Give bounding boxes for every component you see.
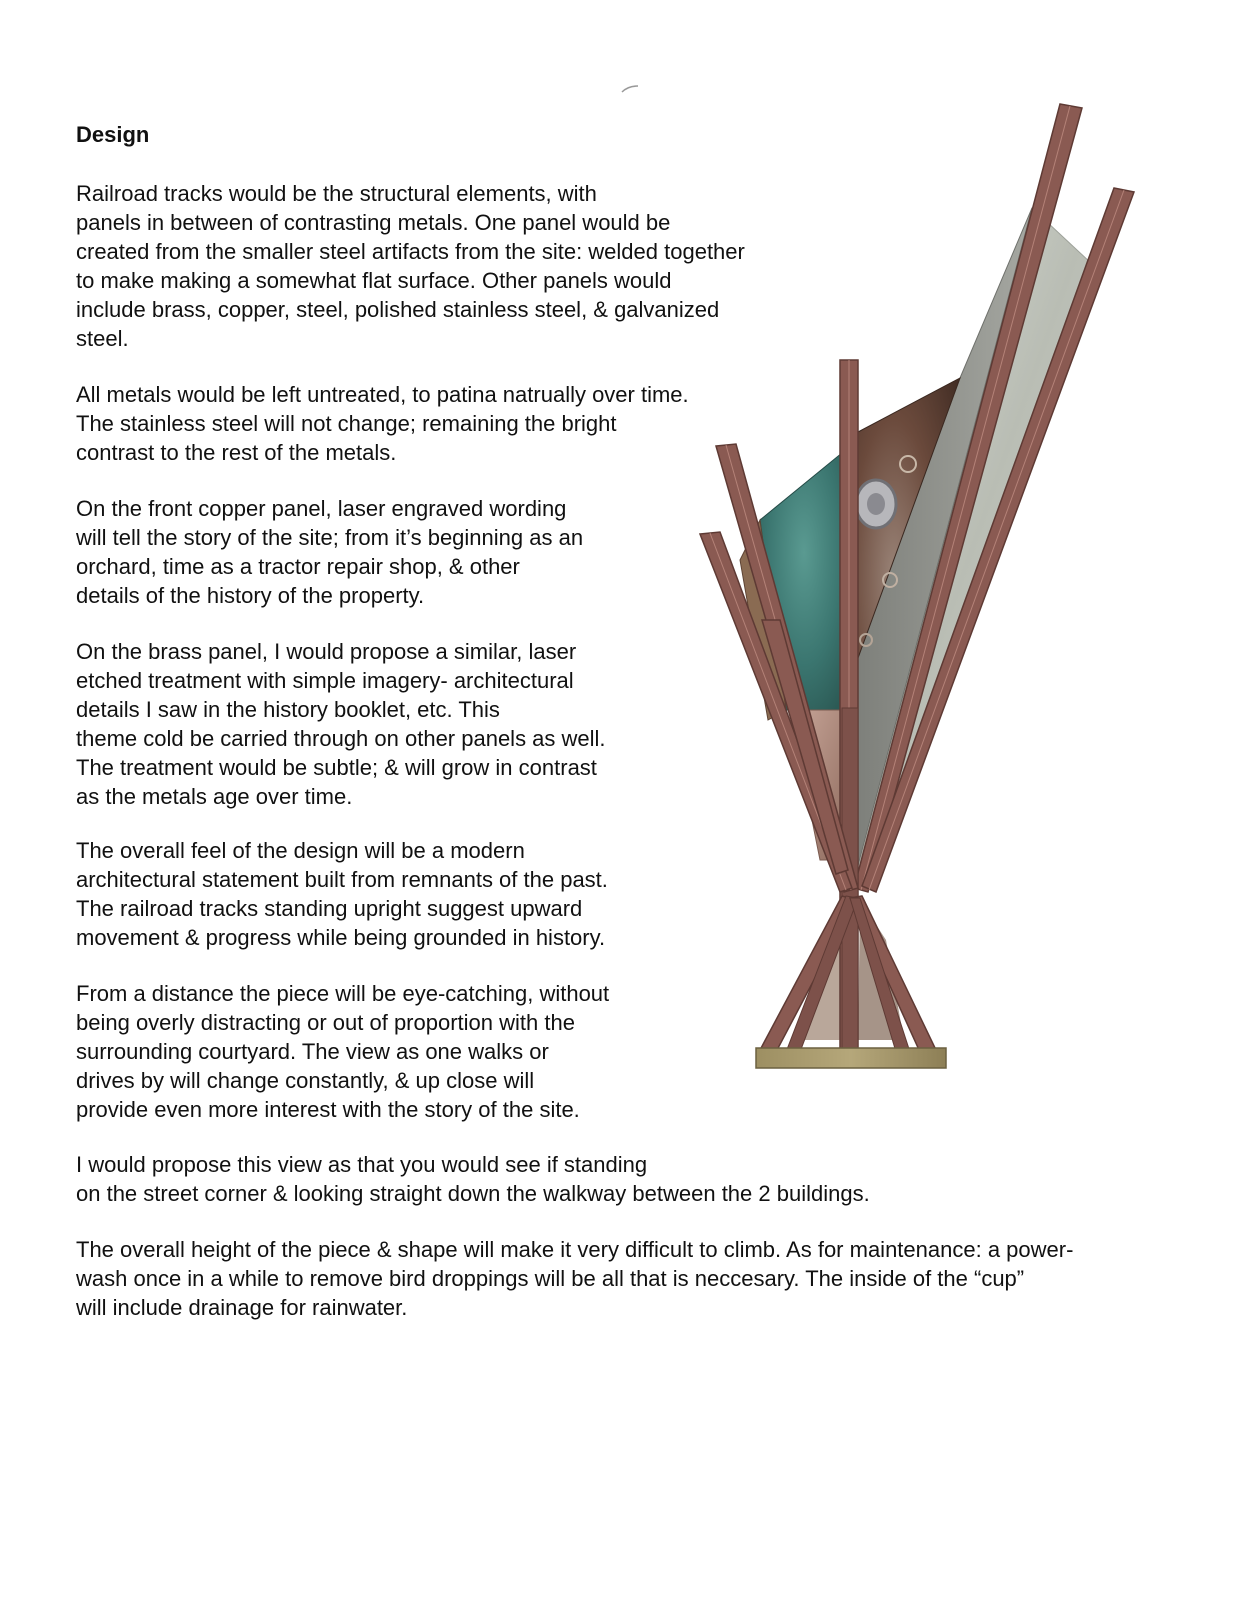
text-line: movement & progress while being grounded in history. — [76, 925, 606, 950]
text-line: will include drainage for rainwater. — [76, 1295, 408, 1320]
text-line: panels in between of contrasting metals. One panel would be — [76, 210, 671, 235]
text-line: architectural statement built from remnants of the past. — [76, 867, 608, 892]
sculpture-illustration — [690, 80, 1170, 1080]
scan-mark — [620, 84, 640, 94]
text-line: drives by will change constantly, & up close will — [76, 1068, 535, 1093]
text-line: surrounding courtyard. The view as one walks or — [76, 1039, 549, 1064]
base-plate — [756, 1048, 946, 1068]
text-line: will tell the story of the site; from it’s beginning as an — [76, 525, 584, 550]
text-line: being overly distracting or out of proportion with the — [76, 1010, 575, 1035]
text-line: on the street corner & looking straight down the walkway between the 2 buildings. — [76, 1181, 870, 1206]
text-line: as the metals age over time. — [76, 784, 353, 809]
text-line: From a distance the piece will be eye-catching, without — [76, 981, 610, 1006]
text-line: The railroad tracks standing upright suggest upward — [76, 896, 583, 921]
paragraph-brass-panel — [76, 637, 606, 811]
text-line: orchard, time as a tractor repair shop, & other — [76, 554, 520, 579]
text-line: The treatment would be subtle; & will grow in contrast — [76, 755, 597, 780]
paragraph-copper-panel — [76, 494, 583, 610]
text-line: contrast to the rest of the metals. — [76, 440, 397, 465]
artifact-disc — [867, 493, 885, 515]
text-line: On the brass panel, I would propose a similar, laser — [76, 639, 577, 664]
text-line: The overall height of the piece & shape will make it very difficult to climb. As for maintenance: a power- — [76, 1237, 1074, 1262]
paragraph-distance — [76, 979, 609, 1124]
paragraph-view — [76, 1150, 870, 1208]
text-line: I would propose this view as that you would see if standing — [76, 1152, 648, 1177]
text-line: All metals would be left untreated, to patina natrually over time. — [76, 382, 689, 407]
text-line: include brass, copper, steel, polished stainless steel, & galvanized — [76, 297, 720, 322]
text-line: wash once in a while to remove bird droppings will be all that is neccesary. The inside of the “cup” — [76, 1266, 1025, 1291]
text-line: The overall feel of the design will be a modern — [76, 838, 525, 863]
text-line: etched treatment with simple imagery- architectural — [76, 668, 574, 693]
paragraph-structure — [76, 179, 745, 353]
text-line: On the front copper panel, laser engraved wording — [76, 496, 567, 521]
text-line: details I saw in the history booklet, etc. This — [76, 697, 500, 722]
text-line: steel. — [76, 326, 129, 351]
text-line: The stainless steel will not change; remaining the bright — [76, 411, 617, 436]
paragraph-maintenance — [76, 1235, 1073, 1322]
text-line: details of the history of the property. — [76, 583, 425, 608]
text-line: created from the smaller steel artifacts from the site: welded together — [76, 239, 745, 264]
text-line: to make making a somewhat flat surface. Other panels would — [76, 268, 672, 293]
text-line: Railroad tracks would be the structural elements, with — [76, 181, 597, 206]
text-line: theme cold be carried through on other panels as well. — [76, 726, 606, 751]
text-line: provide even more interest with the story of the site. — [76, 1097, 580, 1122]
paragraph-overall-feel — [76, 836, 608, 952]
document-heading: Design — [76, 122, 150, 147]
paragraph-patina — [76, 380, 689, 467]
